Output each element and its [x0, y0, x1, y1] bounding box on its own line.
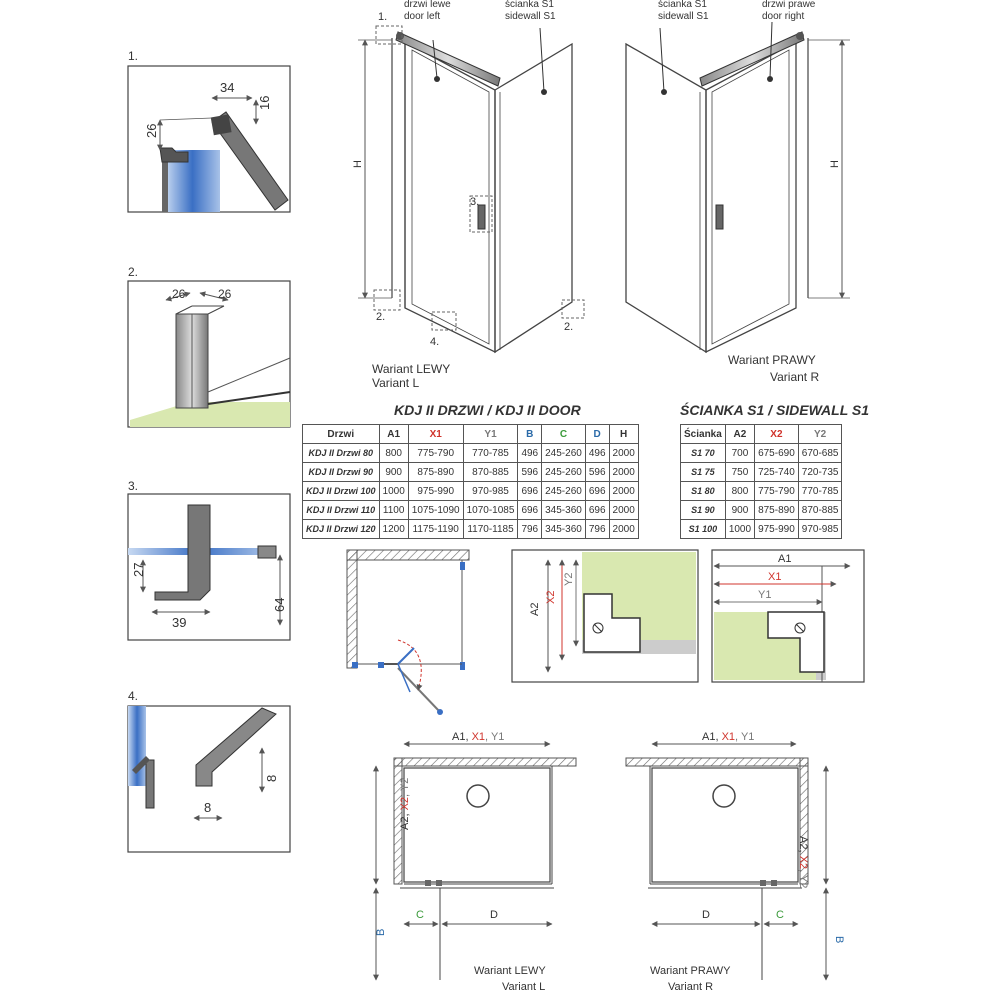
sidewall-table [680, 424, 842, 539]
plan-right-caption-pl: Wariant PRAWY [650, 965, 731, 977]
sidewall-left-label-en: sidewall S1 [505, 11, 556, 22]
col-b: B [518, 425, 542, 444]
plan-left-caption-pl: Wariant LEWY [474, 965, 546, 977]
detail-2 [128, 265, 290, 427]
y1-label: Y1 [758, 589, 772, 601]
detail-3-dim-b: 39 [172, 615, 187, 630]
detail-3-dim-a: 27 [131, 562, 146, 577]
detail-4-dim-a: 8 [264, 774, 279, 782]
plan-right-d: D [702, 909, 710, 921]
sidewall-left-label-pl: ścianka S1 [505, 0, 554, 10]
table-row: KDJ II Drzwi 120 1200 1175-1190 1170-1185 796 345-360 796 2000 [303, 520, 639, 539]
plan-left-depth-label: A2, X2, Y2 [399, 777, 411, 830]
detail-4-callout: 4. [128, 689, 139, 703]
caption-right-pl: Wariant PRAWY [728, 353, 816, 367]
detail-3 [128, 479, 290, 640]
detail-2-dim-b: 26 [218, 287, 232, 301]
front-view-left [352, 0, 584, 390]
plan-left-caption-en: Variant L [502, 981, 546, 993]
y2-label: Y2 [563, 572, 575, 586]
col-a2: A2 [725, 425, 754, 444]
table-row: S1 75 750 725-740 720-735 [681, 463, 842, 482]
height-label-left: H [352, 160, 364, 168]
mark-2b: 2. [564, 321, 574, 333]
col-d: D [585, 425, 609, 444]
col-y2: Y2 [798, 425, 842, 444]
door-left-label-pl: drzwi lewe [404, 0, 451, 10]
table-row: KDJ II Drzwi 80 800 775-790 770-785 496 245-260 496 2000 [303, 444, 639, 463]
mark-4: 4. [430, 336, 440, 348]
sidewall-right-label-en: sidewall S1 [658, 11, 709, 22]
table-row: S1 70 700 675-690 670-685 [681, 444, 842, 463]
swing-schematic [347, 550, 469, 715]
plan-left-width-label: A1, X1, Y1 [452, 731, 505, 743]
col-a1: A1 [379, 425, 408, 444]
plan-right-depth-label: A2, X2, Y2 [797, 836, 809, 889]
detail-4-glass [128, 706, 146, 786]
plan-left-c: C [416, 909, 424, 921]
mark-2: 2. [376, 311, 386, 323]
x2-label: X2 [545, 590, 557, 604]
door-right-label-pl: drzwi prawe [762, 0, 816, 10]
doors-table-title: KDJ II DRZWI / KDJ II DOOR [394, 402, 581, 418]
detail-4-dim-b: 8 [204, 800, 212, 815]
sidewall-table-title: ŚCIANKA S1 / SIDEWALL S1 [680, 402, 870, 418]
table-row: KDJ II Drzwi 100 1000 975-990 970-985 696 245-260 696 2000 [303, 482, 639, 501]
plan-right-b: B [833, 936, 845, 944]
col-drzwi: Drzwi [303, 425, 380, 444]
plan-right-c: C [776, 909, 784, 921]
caption-right-en: Variant R [770, 370, 820, 384]
detail-a1 [712, 550, 864, 682]
col-c: C [542, 425, 586, 444]
detail-4 [128, 689, 290, 852]
height-label-right: H [829, 160, 841, 168]
col-scianka: Ścianka [681, 425, 726, 444]
table-row: KDJ II Drzwi 90 900 875-890 870-885 596 245-260 596 2000 [303, 463, 639, 482]
mark-1: 1. [378, 11, 388, 23]
detail-3-callout: 3. [128, 479, 139, 493]
detail-1-callout: 1. [128, 49, 139, 63]
sidewall-right-label-pl: ścianka S1 [658, 0, 707, 10]
door-right-label-en: door right [762, 11, 805, 22]
table-row: S1 90 900 875-890 870-885 [681, 501, 842, 520]
detail-2-callout: 2. [128, 265, 139, 279]
col-x2: X2 [755, 425, 799, 444]
plan-right [626, 731, 845, 993]
caption-left-en: Variant L [372, 376, 420, 390]
detail-1-dim-b: 16 [257, 95, 272, 110]
detail-3-dim-c: 64 [272, 597, 287, 612]
detail-a2 [512, 550, 698, 682]
plan-left [375, 731, 576, 993]
plan-left-d: D [490, 909, 498, 921]
caption-left-pl: Wariant LEWY [372, 362, 451, 376]
plan-left-b: B [375, 928, 387, 936]
doors-table [302, 424, 639, 539]
detail-1 [128, 49, 290, 212]
front-view-right [626, 0, 850, 384]
detail-1-dim-a: 34 [220, 80, 235, 95]
x1-label: X1 [768, 571, 782, 583]
mark-3: 3. [470, 196, 480, 208]
col-x1: X1 [408, 425, 463, 444]
a1-label: A1 [778, 553, 792, 565]
detail-1-dim-c: 26 [144, 123, 159, 138]
plan-right-caption-en: Variant R [668, 981, 714, 993]
table-row: S1 80 800 775-790 770-785 [681, 482, 842, 501]
col-y1: Y1 [463, 425, 518, 444]
door-left-label-en: door left [404, 11, 441, 22]
detail-2-dim-a: 26 [172, 287, 186, 301]
a2-label: A2 [529, 602, 541, 616]
table-row: KDJ II Drzwi 110 1100 1075-1090 1070-1085 696 345-360 696 2000 [303, 501, 639, 520]
table-row: S1 100 1000 975-990 970-985 [681, 520, 842, 539]
col-h: H [609, 425, 638, 444]
plan-right-width-label: A1, X1, Y1 [702, 731, 755, 743]
